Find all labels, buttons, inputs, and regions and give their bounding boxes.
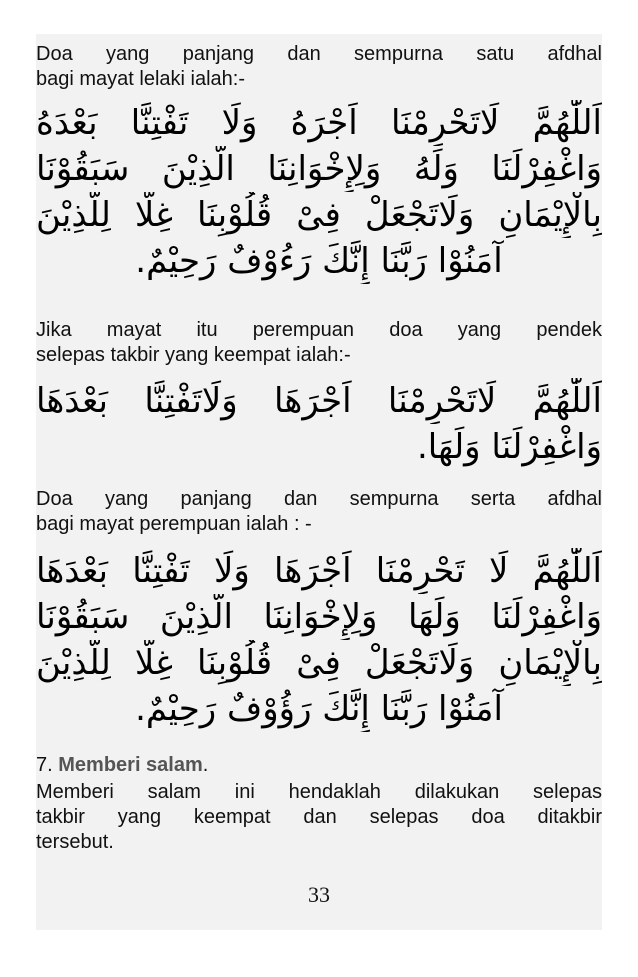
intro-paragraph-male xyxy=(36,42,602,92)
arabic-line: بِالْإِيْمَانِ وَلَاتَجْعَلْ فِىْ قُلُوْبِنَا غِلًّا لِلَّذِيْنَ xyxy=(36,195,602,235)
heading-title: Memberi salam xyxy=(58,754,203,776)
page-number: 33 xyxy=(308,882,330,907)
text-line: bagi mayat lelaki ialah:- xyxy=(36,68,245,90)
arabic-line: اَللّٰهُمَّ لَاتَحْرِمْنَا اَجْرَهُ وَلَا تَفْتِنَّا بَعْدَهُ xyxy=(36,103,602,143)
text-line: selepas takbir yang keempat ialah:- xyxy=(36,344,351,366)
arabic-line: آمَنُوْا رَبَّنَا إِنَّكَ رَؤُوْفٌ رَحِيْمٌ. xyxy=(135,689,503,729)
arabic-line: وَاغْفِرْلَنَا وَلَهُ وَلِإِخْوَانِنَا الَّذِيْنَ سَبَقُوْنَا xyxy=(36,149,602,189)
arabic-prayer-female-short xyxy=(36,378,602,470)
arabic-prayer-male xyxy=(36,100,602,284)
arabic-line: بِالْإِيْمَانِ وَلَاتَجْعَلْ فِىْ قُلُوْبِنَا غِلًّا لِلَّذِيْنَ xyxy=(36,643,602,683)
intro-paragraph-female-short xyxy=(36,318,602,368)
text-line: Doa yang panjang dan sempurna serta afdhal xyxy=(36,488,602,510)
text-line: tersebut. xyxy=(36,831,114,853)
salam-paragraph xyxy=(36,780,602,855)
arabic-line: آمَنُوْا رَبَّنَا إِنَّكَ رَءُوْفٌ رَحِيْمٌ. xyxy=(135,241,503,281)
section-heading xyxy=(36,753,602,778)
heading-suffix: . xyxy=(202,754,209,776)
text-line: Memberi salam ini hendaklah dilakukan selepas xyxy=(36,781,602,803)
heading-line xyxy=(36,753,602,778)
arabic-line: وَاغْفِرْلَنَا وَلَهَا وَلِإِخْوَانِنَا الَّذِيْنَ سَبَقُوْنَا xyxy=(36,597,602,637)
heading-number: 7. xyxy=(36,754,59,776)
arabic-line: اَللّٰهُمَّ لَاتَحْرِمْنَا اَجْرَهَا وَلَاتَفْتِنَّا بَعْدَهَا xyxy=(36,381,602,421)
arabic-line: وَاغْفِرْلَنَا وَلَهَا. xyxy=(416,427,602,467)
arabic-prayer-female-long xyxy=(36,548,602,732)
intro-paragraph-female-long xyxy=(36,487,602,537)
text-line: Jika mayat itu perempuan doa yang pendek xyxy=(36,319,602,341)
text-line: bagi mayat perempuan ialah : - xyxy=(36,513,312,535)
text-line: takbir yang keempat dan selepas doa ditakbir xyxy=(36,806,602,828)
arabic-line: اَللّٰهُمَّ لَا تَحْرِمْنَا اَجْرَهَا وَلَا تَفْتِنَّا بَعْدَهَا xyxy=(36,551,602,591)
text-line: Doa yang panjang dan sempurna satu afdhal xyxy=(36,43,602,65)
